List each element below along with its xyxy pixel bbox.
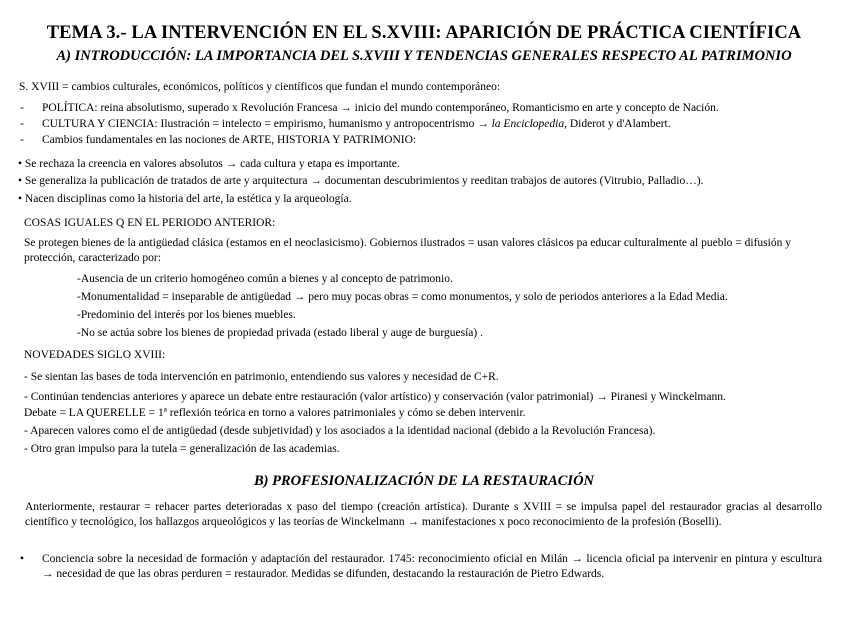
section-a-heading: A) INTRODUCCIÓN: LA IMPORTANCIA DEL S.XVIII Y TENDENCIAS GENERALES RESPECTO AL PATRIMONIO [56, 48, 792, 64]
document-title: TEMA 3.- LA INTERVENCIÓN EN EL S.XVIII: APARICIÓN DE PRÁCTICA CIENTÍFICA [46, 23, 802, 43]
cosas-iguales-item: -Predominio del interés por los bienes muebles. [77, 309, 296, 321]
dash-item-politica: POLÍTICA: reina absolutismo, superado x Revolución Francesa → inicio del mundo contemporáneo, Romanticismo en arte y concepto de Nación. [42, 102, 719, 114]
novedades-heading: NOVEDADES SIGLO XVIII: [24, 349, 166, 361]
dash-marker: - [20, 118, 24, 130]
dash-marker: - [20, 134, 24, 146]
section-b-heading: B) PROFESIONALIZACIÓN DE LA RESTAURACIÓN [253, 473, 595, 489]
dash-item-cambios: Cambios fundamentales en las nociones de ARTE, HISTORIA Y PATRIMONIO: [42, 134, 417, 146]
novedades-item: - Aparecen valores como el de antigüedad (desde subjetividad) y los asociados a la identidad nacional (debido a la Revolución Francesa). [24, 425, 656, 437]
cosas-iguales-item: -No se actúa sobre los bienes de propiedad privada (estado liberal y auge de burguesía) . [77, 327, 483, 339]
novedades-item: - Se sientan las bases de toda intervención en patrimonio, entendiendo sus valores y necesidad de C+R. [24, 371, 499, 383]
cosas-iguales-heading: COSAS IGUALES Q EN EL PERIODO ANTERIOR: [24, 217, 276, 229]
novedades-item: - Continúan tendencias anteriores y aparece un debate entre restauración (valor artístico) y conservación (valor patrimonial) → Piranesi y Winckelmann. [24, 391, 726, 403]
section-b-paragraph: Anteriormente, restaurar = rehacer partes deterioradas x paso del tiempo (creación artística). Durante s XVIII = se impulsa papel del restaurador gracias al desarrollo científico y tecnológico, los hallazgos arqueológicos y las teorías de Winckelmann → manifestaciones x poco reconocimiento de la profesión (Boselli). [25, 501, 822, 528]
intro-line: S. XVIII = cambios culturales, económicos, políticos y científicos que fundan el mundo contemporáneo: [19, 81, 501, 93]
bullet-item: • Nacen disciplinas como la historia del arte, la estética y la arqueología. [18, 193, 352, 205]
bullet-item: • Se generaliza la publicación de tratados de arte y arquitectura → documentan descubrimientos y reeditan trabajos de autores (Vitrubio, Palladio…). [18, 175, 704, 187]
bullet-item: • Se rechaza la creencia en valores absolutos → cada cultura y etapa es importante. [18, 158, 400, 170]
bullet-marker: • [20, 553, 25, 565]
cosas-iguales-item: -Monumentalidad = inseparable de antigüedad → pero muy pocas obras = como monumentos, y solo de periodos anteriores a la Edad Media. [77, 291, 728, 303]
cosas-iguales-item: -Ausencia de un criterio homogéneo común a bienes y al concepto de patrimonio. [77, 273, 453, 285]
dash-marker: - [20, 102, 24, 114]
novedades-item: - Otro gran impulso para la tutela = generalización de las academias. [24, 443, 340, 455]
novedades-item: Debate = LA QUERELLE = 1ª reflexión teórica en torno a valores patrimoniales y cómo se deben intervenir. [24, 407, 526, 419]
cosas-iguales-paragraph: Se protegen bienes de la antigüedad clásica (estamos en el neoclasicismo). Gobiernos ilustrados = usan valores clásicos pa educar culturalmente al pueblo = difusión y protección, caracterizado por: [24, 237, 791, 264]
dash-item-cultura: CULTURA Y CIENCIA: Ilustración = intelecto = empirismo, humanismo y antropocentrismo → la Enciclopedia, Diderot y d'Alambert. [42, 118, 671, 130]
section-b-bullet-text: Conciencia sobre la necesidad de formación y adaptación del restaurador. 1745: reconocimiento oficial en Milán → licencia oficial pa intervenir en pintura y escultura → necesidad de que las obras perduren = restaurador. Medidas se difunden, destacando la restauración de Pietro Edwards. [42, 553, 822, 580]
